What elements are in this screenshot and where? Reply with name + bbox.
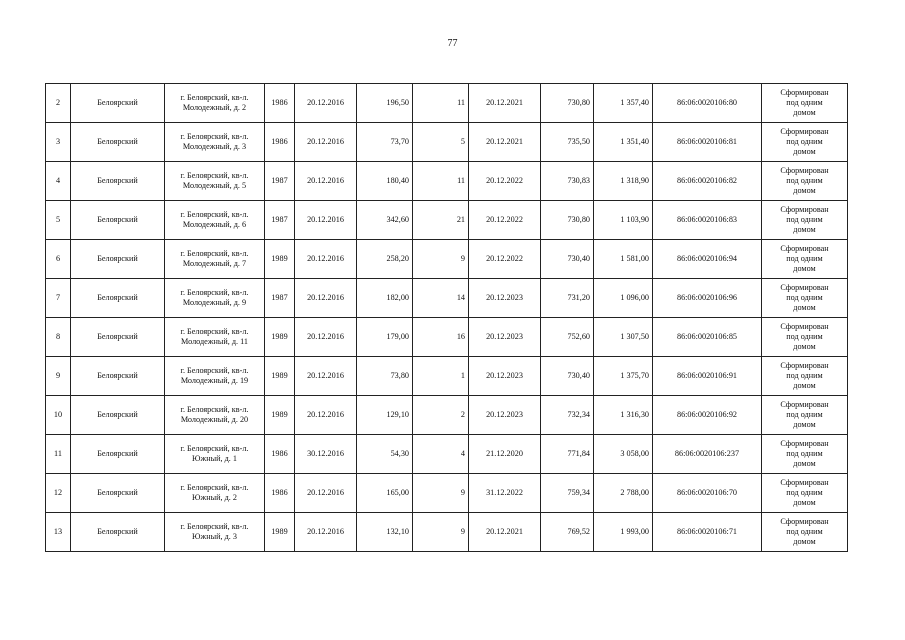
cadastral-number-cell: 86:06:0020106:96 [653,279,762,318]
status-line: домом [793,537,816,546]
address-line: г. Белоярский, кв-л. [180,483,249,492]
status-line: под одним [786,254,823,263]
price-cell: 732,34 [541,396,594,435]
residents-count-cell: 2 [413,396,469,435]
residents-count-cell: 1 [413,357,469,396]
table-row [46,474,848,513]
address-line: Молодежный, д. 7 [182,259,247,268]
address-line: г. Белоярский, кв-л. [180,522,249,531]
status-line: под одним [786,215,823,224]
land-status-cell [762,357,848,396]
price-cell: 730,80 [541,201,594,240]
address-cell [165,123,265,162]
cadastral-number-cell: 86:06:0020106:83 [653,201,762,240]
price-cell: 730,80 [541,84,594,123]
planned-date-cell: 31.12.2022 [469,474,541,513]
address-line: Южный, д. 3 [192,532,237,541]
year-built-cell: 1989 [265,396,295,435]
status-line: Сформирован [780,439,829,448]
area-cell: 182,00 [357,279,413,318]
year-built-cell: 1987 [265,201,295,240]
residents-count-cell: 16 [413,318,469,357]
address-line: Молодежный, д. 2 [182,103,247,112]
planned-date-cell: 20.12.2021 [469,84,541,123]
address-cell [165,474,265,513]
municipality-cell: Белоярский [71,396,165,435]
year-built-cell: 1989 [265,513,295,552]
status-line: Сформирован [780,88,829,97]
cost-cell: 1 375,70 [594,357,653,396]
status-line: домом [793,459,816,468]
address-line: Молодежный, д. 6 [182,220,247,229]
status-line: Сформирован [780,244,829,253]
land-status-cell [762,279,848,318]
cadastral-number-cell: 86:06:0020106:91 [653,357,762,396]
address-cell [165,318,265,357]
row-number: 3 [46,123,71,162]
land-status-cell [762,84,848,123]
year-built-cell: 1989 [265,357,295,396]
table-body [46,84,848,552]
address-line: Молодежный, д. 19 [180,376,249,385]
price-cell: 730,40 [541,240,594,279]
cost-cell: 1 307,50 [594,318,653,357]
recognition-date-cell: 20.12.2016 [295,357,357,396]
address-line: г. Белоярский, кв-л. [180,93,249,102]
area-cell: 180,40 [357,162,413,201]
address-cell [165,357,265,396]
price-cell: 730,83 [541,162,594,201]
address-cell [165,162,265,201]
address-line: г. Белоярский, кв-л. [180,288,249,297]
row-number: 6 [46,240,71,279]
cadastral-number-cell: 86:06:0020106:81 [653,123,762,162]
year-built-cell: 1986 [265,474,295,513]
residents-count-cell: 9 [413,513,469,552]
recognition-date-cell: 20.12.2016 [295,123,357,162]
address-cell [165,201,265,240]
recognition-date-cell: 30.12.2016 [295,435,357,474]
row-number: 7 [46,279,71,318]
recognition-date-cell: 20.12.2016 [295,240,357,279]
planned-date-cell: 20.12.2023 [469,396,541,435]
address-line: Южный, д. 1 [192,454,237,463]
year-built-cell: 1989 [265,240,295,279]
area-cell: 258,20 [357,240,413,279]
row-number: 10 [46,396,71,435]
municipality-cell: Белоярский [71,123,165,162]
price-cell: 752,60 [541,318,594,357]
status-line: домом [793,186,816,195]
table-row [46,318,848,357]
recognition-date-cell: 20.12.2016 [295,474,357,513]
residents-count-cell: 14 [413,279,469,318]
area-cell: 196,50 [357,84,413,123]
row-number: 12 [46,474,71,513]
status-line: Сформирован [780,478,829,487]
cadastral-number-cell: 86:06:0020106:237 [653,435,762,474]
status-line: домом [793,342,816,351]
planned-date-cell: 20.12.2022 [469,201,541,240]
area-cell: 73,80 [357,357,413,396]
status-line: Сформирован [780,517,829,526]
land-status-cell [762,123,848,162]
recognition-date-cell: 20.12.2016 [295,513,357,552]
status-line: под одним [786,449,823,458]
status-line: домом [793,420,816,429]
year-built-cell: 1987 [265,162,295,201]
status-line: под одним [786,410,823,419]
address-line: г. Белоярский, кв-л. [180,249,249,258]
area-cell: 132,10 [357,513,413,552]
row-number: 13 [46,513,71,552]
row-number: 8 [46,318,71,357]
price-cell: 759,34 [541,474,594,513]
area-cell: 342,60 [357,201,413,240]
housing-register-table [45,83,848,552]
year-built-cell: 1989 [265,318,295,357]
cadastral-number-cell: 86:06:0020106:85 [653,318,762,357]
land-status-cell [762,162,848,201]
status-line: Сформирован [780,205,829,214]
municipality-cell: Белоярский [71,84,165,123]
cost-cell: 1 581,00 [594,240,653,279]
table-row [46,279,848,318]
residents-count-cell: 21 [413,201,469,240]
recognition-date-cell: 20.12.2016 [295,162,357,201]
status-line: домом [793,264,816,273]
address-cell [165,396,265,435]
address-line: Южный, д. 2 [192,493,237,502]
cost-cell: 1 357,40 [594,84,653,123]
cost-cell: 3 058,00 [594,435,653,474]
cost-cell: 1 351,40 [594,123,653,162]
cost-cell: 1 103,90 [594,201,653,240]
table-row [46,123,848,162]
cadastral-number-cell: 86:06:0020106:80 [653,84,762,123]
land-status-cell [762,435,848,474]
address-line: г. Белоярский, кв-л. [180,210,249,219]
recognition-date-cell: 20.12.2016 [295,84,357,123]
status-line: Сформирован [780,400,829,409]
status-line: Сформирован [780,322,829,331]
table-row [46,513,848,552]
cost-cell: 2 788,00 [594,474,653,513]
area-cell: 54,30 [357,435,413,474]
status-line: под одним [786,137,823,146]
address-cell [165,435,265,474]
cadastral-number-cell: 86:06:0020106:94 [653,240,762,279]
table-row [46,240,848,279]
land-status-cell [762,513,848,552]
planned-date-cell: 20.12.2021 [469,123,541,162]
land-status-cell [762,318,848,357]
planned-date-cell: 20.12.2023 [469,318,541,357]
status-line: под одним [786,98,823,107]
land-status-cell [762,474,848,513]
municipality-cell: Белоярский [71,474,165,513]
address-line: г. Белоярский, кв-л. [180,405,249,414]
recognition-date-cell: 20.12.2016 [295,201,357,240]
table-row [46,357,848,396]
municipality-cell: Белоярский [71,435,165,474]
address-line: Молодежный, д. 3 [182,142,247,151]
table-row [46,201,848,240]
price-cell: 769,52 [541,513,594,552]
status-line: Сформирован [780,361,829,370]
land-status-cell [762,201,848,240]
address-line: г. Белоярский, кв-л. [180,444,249,453]
municipality-cell: Белоярский [71,513,165,552]
status-line: Сформирован [780,283,829,292]
cadastral-number-cell: 86:06:0020106:82 [653,162,762,201]
row-number: 11 [46,435,71,474]
price-cell: 735,50 [541,123,594,162]
page-number: 77 [447,38,458,49]
recognition-date-cell: 20.12.2016 [295,396,357,435]
table-row [46,162,848,201]
status-line: под одним [786,371,823,380]
planned-date-cell: 20.12.2022 [469,162,541,201]
cost-cell: 1 096,00 [594,279,653,318]
municipality-cell: Белоярский [71,279,165,318]
residents-count-cell: 11 [413,84,469,123]
status-line: домом [793,108,816,117]
status-line: домом [793,147,816,156]
status-line: домом [793,381,816,390]
address-cell [165,240,265,279]
price-cell: 731,20 [541,279,594,318]
land-status-cell [762,396,848,435]
status-line: Сформирован [780,127,829,136]
address-line: г. Белоярский, кв-л. [180,171,249,180]
cadastral-number-cell: 86:06:0020106:92 [653,396,762,435]
area-cell: 179,00 [357,318,413,357]
cost-cell: 1 318,90 [594,162,653,201]
address-line: г. Белоярский, кв-л. [180,132,249,141]
municipality-cell: Белоярский [71,201,165,240]
year-built-cell: 1986 [265,435,295,474]
year-built-cell: 1986 [265,84,295,123]
address-line: Молодежный, д. 5 [182,181,247,190]
residents-count-cell: 9 [413,240,469,279]
land-status-cell [762,240,848,279]
status-line: под одним [786,332,823,341]
status-line: под одним [786,527,823,536]
area-cell: 165,00 [357,474,413,513]
price-cell: 730,40 [541,357,594,396]
planned-date-cell: 20.12.2021 [469,513,541,552]
municipality-cell: Белоярский [71,357,165,396]
address-line: г. Белоярский, кв-л. [180,366,249,375]
status-line: Сформирован [780,166,829,175]
recognition-date-cell: 20.12.2016 [295,279,357,318]
cadastral-number-cell: 86:06:0020106:70 [653,474,762,513]
row-number: 4 [46,162,71,201]
address-cell [165,84,265,123]
cost-cell: 1 993,00 [594,513,653,552]
address-cell [165,513,265,552]
municipality-cell: Белоярский [71,240,165,279]
address-line: Молодежный, д. 9 [182,298,247,307]
status-line: под одним [786,293,823,302]
planned-date-cell: 20.12.2023 [469,279,541,318]
row-number: 2 [46,84,71,123]
cadastral-number-cell: 86:06:0020106:71 [653,513,762,552]
row-number: 9 [46,357,71,396]
address-line: Молодежный, д. 11 [181,337,248,346]
municipality-cell: Белоярский [71,318,165,357]
address-line: г. Белоярский, кв-л. [180,327,249,336]
municipality-cell: Белоярский [71,162,165,201]
area-cell: 129,10 [357,396,413,435]
area-cell: 73,70 [357,123,413,162]
row-number: 5 [46,201,71,240]
residents-count-cell: 5 [413,123,469,162]
year-built-cell: 1987 [265,279,295,318]
status-line: домом [793,225,816,234]
residents-count-cell: 9 [413,474,469,513]
year-built-cell: 1986 [265,123,295,162]
status-line: под одним [786,488,823,497]
table-row [46,396,848,435]
residents-count-cell: 4 [413,435,469,474]
status-line: домом [793,303,816,312]
table-row [46,84,848,123]
recognition-date-cell: 20.12.2016 [295,318,357,357]
planned-date-cell: 20.12.2022 [469,240,541,279]
price-cell: 771,84 [541,435,594,474]
address-cell [165,279,265,318]
planned-date-cell: 20.12.2023 [469,357,541,396]
status-line: под одним [786,176,823,185]
table-row [46,435,848,474]
residents-count-cell: 11 [413,162,469,201]
planned-date-cell: 21.12.2020 [469,435,541,474]
status-line: домом [793,498,816,507]
address-line: Молодежный, д. 20 [180,415,249,424]
cost-cell: 1 316,30 [594,396,653,435]
